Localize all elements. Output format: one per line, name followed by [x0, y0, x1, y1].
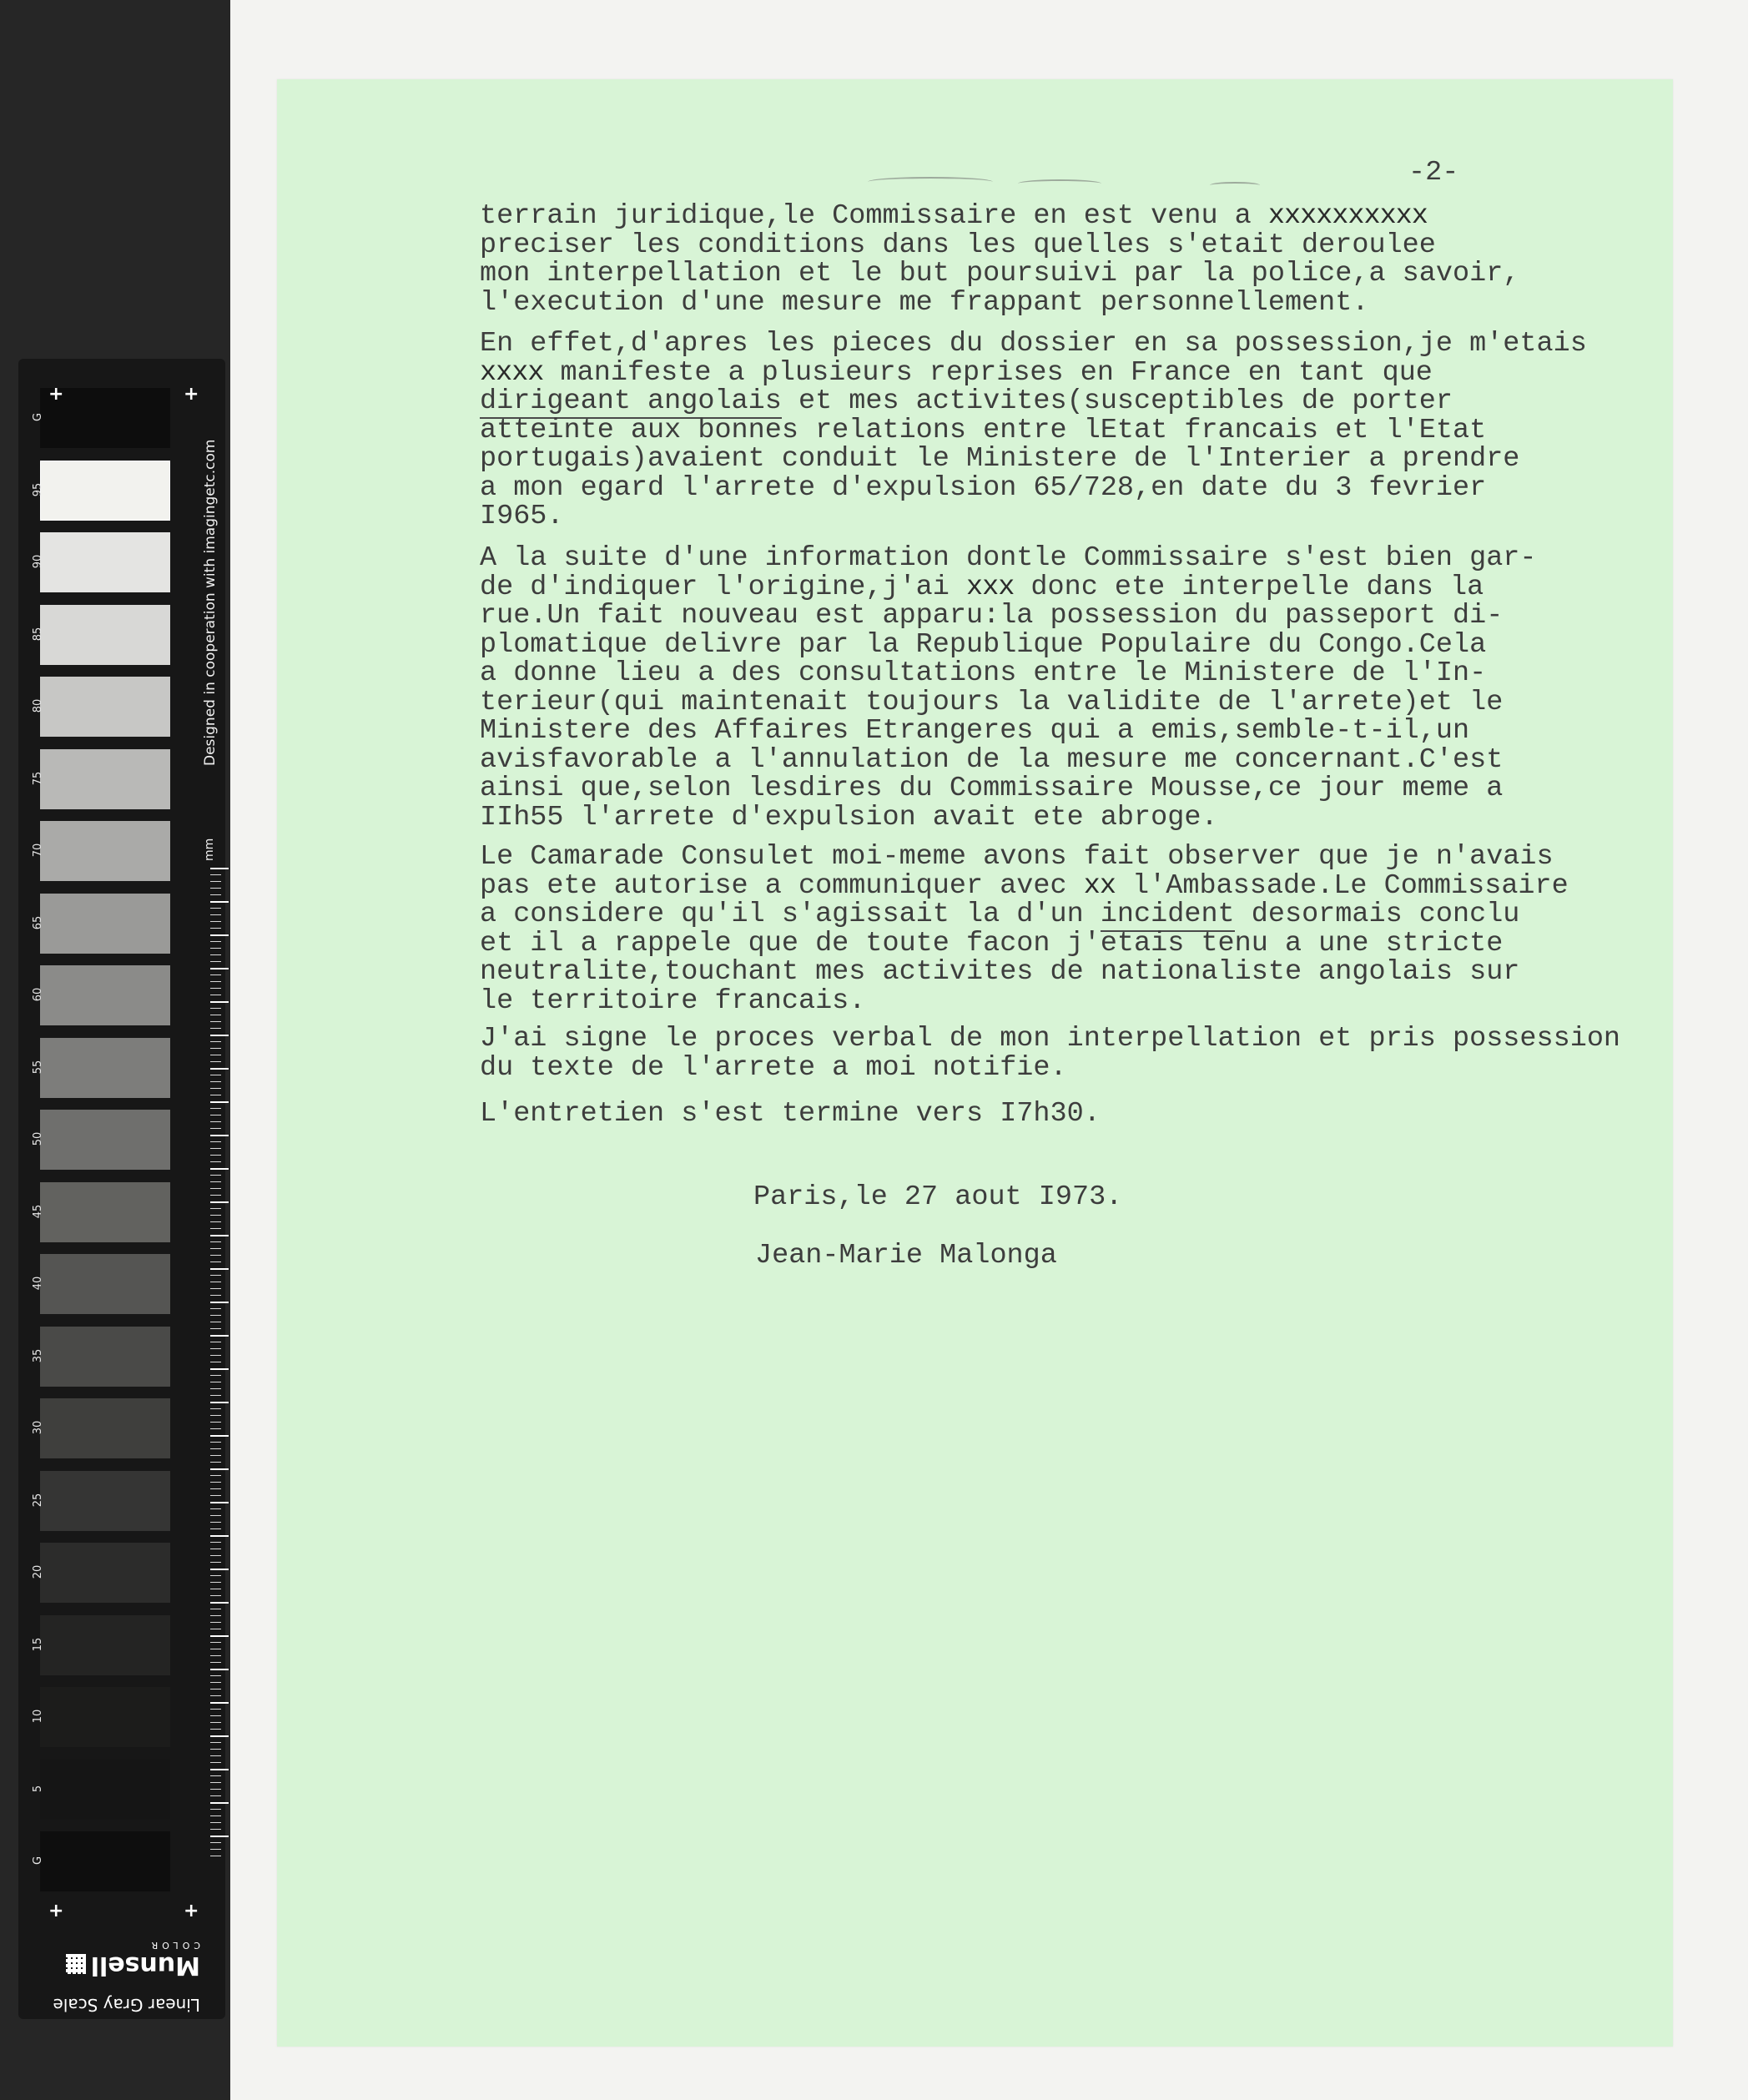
- text-line: a considere qu'il s'agissait la d'un incident desormais conclu: [480, 899, 1520, 930]
- text-line: mon interpellation et le but poursuivi par la police,a savoir,: [480, 258, 1520, 290]
- text-line: atteinte aux bonnes relations entre lEtat francais et l'Etat: [480, 414, 1487, 446]
- gray-scale-mark: 10: [32, 1709, 44, 1724]
- munsell-brand: [50, 1940, 200, 2015]
- gray-scale-mark: 70: [32, 843, 44, 858]
- strikeout: xxxxxxxxxx: [1267, 200, 1428, 232]
- text-line: I965.: [480, 501, 564, 532]
- gray-swatch: [40, 1110, 170, 1170]
- gray-scale-mark: 40: [32, 1276, 44, 1291]
- gray-swatch: [40, 1327, 170, 1387]
- gray-scale-credit: Designed in cooperation with imagingetc.com: [202, 439, 219, 766]
- pen-mark: [868, 177, 993, 187]
- gray-swatch: [40, 1687, 170, 1747]
- gray-scale-mark: 55: [32, 1060, 44, 1074]
- gray-scale-mark: 85: [32, 627, 44, 641]
- gray-scale-mark: 20: [32, 1564, 44, 1579]
- gray-swatch: [40, 1471, 170, 1531]
- paragraph-2: [480, 330, 1587, 531]
- gray-scale-mark: G: [32, 412, 44, 422]
- text-line: ainsi que,selon lesdires du Commissaire Mousse,ce jour meme a: [480, 773, 1504, 804]
- plus-mark: +: [184, 1901, 199, 1921]
- paragraph-6: [480, 1100, 1101, 1129]
- gray-swatch: [40, 461, 170, 521]
- paragraph-3: [480, 544, 1537, 832]
- underlined-text: dirigeant angolais: [480, 385, 782, 417]
- text-line: l'execution d'une mesure me frappant personnellement.: [480, 286, 1369, 319]
- gray-swatch: [40, 965, 170, 1025]
- brand-name: Munsell: [90, 1951, 200, 1980]
- text-line: xxxx manifeste a plusieurs reprises en France en tant que: [480, 356, 1433, 389]
- gray-scale-mark: 50: [32, 1131, 44, 1146]
- gray-swatch: [40, 1182, 170, 1242]
- text-line: portugais)avaient conduit le Ministere de l'Interier a prendre: [480, 443, 1520, 475]
- gray-scale-mark: 30: [32, 1420, 44, 1435]
- plus-mark: +: [48, 384, 64, 405]
- gray-scale-mark: 45: [32, 1204, 44, 1218]
- plus-mark: +: [48, 1901, 64, 1921]
- pen-mark: [1210, 182, 1260, 189]
- strikeout: xx: [1083, 869, 1116, 902]
- text-line: et il a rappele que de toute facon j'etais tenu a une stricte: [480, 927, 1504, 959]
- text-line: de d'indiquer l'origine,j'ai xxx donc ete interpelle dans la: [480, 571, 1484, 603]
- gray-swatch: [40, 532, 170, 592]
- brand-sub: COLOR: [147, 1940, 200, 1951]
- text-line: a mon egard l'arrete d'expulsion 65/728,en date du 3 fevrier: [480, 471, 1487, 504]
- gray-scale-mark: 15: [32, 1637, 44, 1651]
- gray-swatch: [40, 605, 170, 665]
- text-line: le territoire francais.: [480, 985, 866, 1017]
- text-line: avisfavorable a l'annulation de la mesure me concernant.C'est: [480, 743, 1504, 776]
- ruler-unit: mm: [203, 838, 216, 861]
- strikeout: xxx: [966, 571, 1015, 603]
- gray-swatch: [40, 1254, 170, 1314]
- signature: Jean-Marie Malonga: [755, 1240, 1057, 1272]
- text-line: IIh55 l'arrete d'expulsion avait ete abroge.: [480, 801, 1218, 833]
- text-line: A la suite d'une information dontle Commissaire s'est bien gar-: [480, 542, 1537, 574]
- text-line: En effet,d'apres les pieces du dossier en sa possession,je m'etais: [480, 328, 1587, 360]
- text-line: rue.Un fait nouveau est apparu:la possession du passeport di-: [480, 600, 1504, 632]
- gray-scale-mark: 80: [32, 698, 44, 713]
- gray-swatch: [40, 1760, 170, 1820]
- text-line: du texte de l'arrete a moi notifie.: [480, 1051, 1067, 1084]
- gray-scale-mark: 95: [32, 482, 44, 496]
- gray-scale-mark: G: [32, 1856, 44, 1866]
- strikeout: xxxx: [480, 356, 544, 389]
- text-line: terrain juridique,le Commissaire en est venu a xxxxxxxxxx: [480, 200, 1428, 232]
- gray-swatch: [40, 1398, 170, 1458]
- gray-scale-mark: 25: [32, 1493, 44, 1507]
- gray-scale-mark: 35: [32, 1348, 44, 1362]
- gray-swatch: [40, 894, 170, 954]
- gray-swatch: [40, 821, 170, 881]
- gray-scale-mark: 5: [32, 1785, 44, 1792]
- gray-scale-mark: 75: [32, 771, 44, 785]
- gray-swatch: [40, 1038, 170, 1098]
- text-line: terieur(qui maintenait toujours la validite de l'arrete)et le: [480, 686, 1504, 718]
- gray-swatch: [40, 1831, 170, 1891]
- text-line: pas ete autorise a communiquer avec xx l'Ambassade.Le Commissaire: [480, 869, 1569, 902]
- text-line: Le Camarade Consulet moi-meme avons fait observer que je n'avais: [480, 841, 1554, 873]
- page-number: -2-: [1408, 157, 1459, 189]
- paragraph-5: [480, 1025, 1620, 1082]
- gray-swatch: [40, 677, 170, 737]
- plus-mark: +: [184, 384, 199, 405]
- text-line: J'ai signe le proces verbal de mon interpellation et pris possession: [480, 1023, 1621, 1055]
- brand-logo: [50, 1951, 200, 1980]
- gray-swatch: [40, 1543, 170, 1603]
- text-line: plomatique delivre par la Republique Populaire du Congo.Cela: [480, 628, 1487, 661]
- gray-swatch: [40, 749, 170, 809]
- gray-scale-mark: 60: [32, 987, 44, 1002]
- text-line: L'entretien s'est termine vers I7h30.: [480, 1098, 1101, 1130]
- place-date: Paris,le 27 aout I973.: [753, 1181, 1123, 1213]
- mm-ruler-major: [210, 868, 229, 1861]
- munsell-logo-icon: [66, 1955, 86, 1975]
- text-line: preciser les conditions dans les quelles s'etait deroulee: [480, 229, 1436, 261]
- gray-scale-mark: 90: [32, 554, 44, 569]
- pen-mark: [1018, 179, 1101, 188]
- text-line: neutralite,touchant mes activites de nationaliste angolais sur: [480, 956, 1520, 988]
- text-line: dirigeant angolais et mes activites(susceptibles de porter: [480, 385, 1453, 417]
- paragraph-4: [480, 843, 1569, 1015]
- gray-scale-mark: 65: [32, 915, 44, 929]
- gray-swatch: [40, 1615, 170, 1675]
- text-line: a donne lieu a des consultations entre le Ministere de l'In-: [480, 657, 1487, 689]
- text-line: Ministere des Affaires Etrangeres qui a emis,semble-t-il,un: [480, 715, 1470, 747]
- underlined-text: incident: [1100, 899, 1235, 930]
- paragraph-1: [480, 202, 1519, 317]
- gray-scale-label: Linear Gray Scale: [53, 1995, 200, 2015]
